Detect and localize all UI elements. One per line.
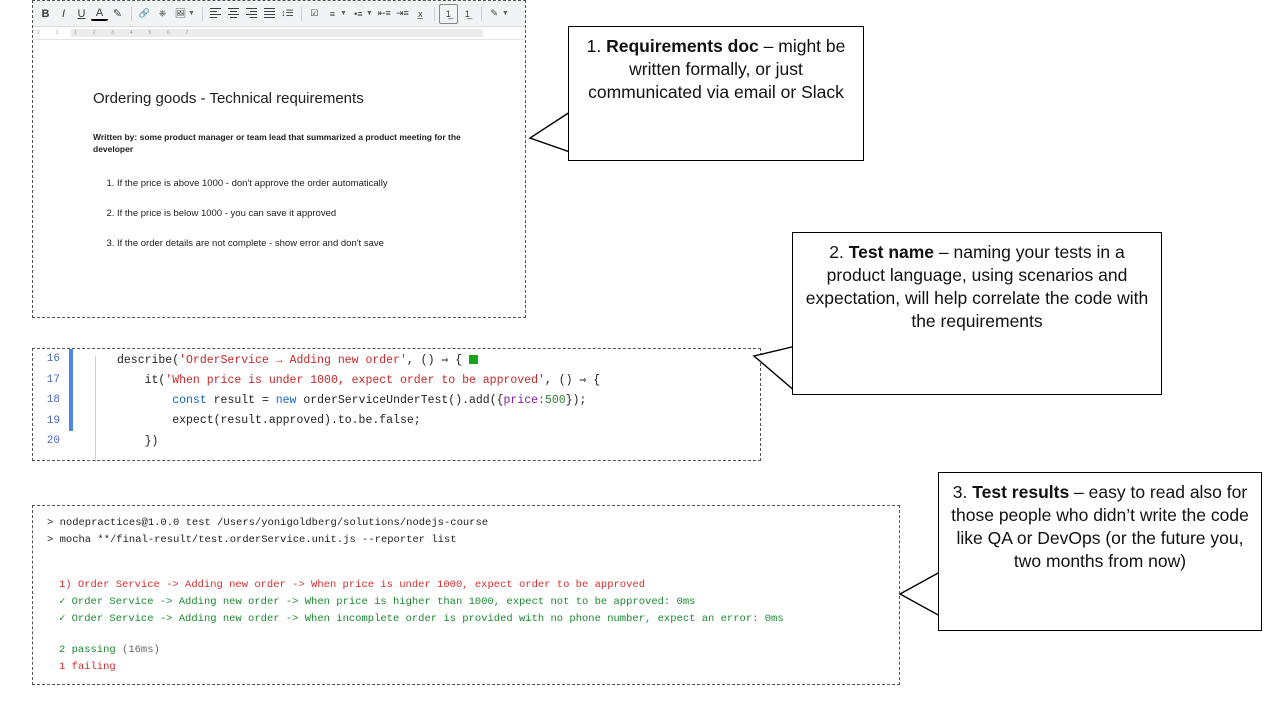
checklist-icon[interactable]: ☑ (310, 8, 319, 18)
line-number: 20 (46, 435, 60, 448)
bulleted-list-chevron-down-icon[interactable]: ▼ (365, 10, 373, 17)
terminal-spacer (47, 549, 885, 563)
text-style-1-icon[interactable]: 1̲ (439, 4, 458, 24)
terminal-summary-passing: 2 passing (16ms) (59, 644, 160, 656)
bulleted-list-icon[interactable]: •≡ (354, 8, 363, 19)
terminal-passing-test-1: ✓ Order Service -> Adding new order -> When price is higher than 1000, expect not to be approved: 0ms (59, 596, 696, 608)
align-right-icon[interactable] (243, 5, 260, 23)
terminal-spacer-2 (47, 563, 885, 577)
terminal-command-line-2: > mocha **/final-result/test.orderService.unit.js --reporter list (47, 534, 457, 546)
code-line-16 (33, 349, 760, 370)
change-marker (69, 411, 73, 432)
numbered-list-chevron-down-icon[interactable]: ▼ (339, 10, 347, 17)
text-style-2-icon[interactable]: 1̲ (464, 8, 470, 19)
terminal-command-line-1: > nodepractices@1.0.0 test /Users/yonigoldberg/solutions/nodejs-course (47, 517, 489, 529)
toolbar-divider-3 (301, 7, 302, 21)
callout-body: – might be written formally, or just communicated via email or Slack (588, 36, 846, 103)
code-editor-panel[interactable] (32, 348, 761, 461)
decrease-indent-icon[interactable]: ⇤≡ (377, 8, 391, 18)
align-left-icon[interactable] (207, 5, 224, 23)
italic-icon[interactable]: I (61, 7, 66, 20)
terminal-passing-test-2: ✓ Order Service -> Adding new order -> When incomplete order is provided with no phone number, expect an error: 0ms (59, 613, 784, 625)
test-status-indicator (469, 355, 478, 364)
code-line-text: it('When price is under 1000, expect order to be approved', () ⇒ { (144, 374, 601, 388)
insert-image-icon[interactable]: 🖼 (174, 8, 187, 18)
text-color-icon[interactable]: A (91, 6, 108, 21)
doc-requirements-list (93, 178, 465, 250)
doc-title: Ordering goods - Technical requirements (93, 90, 364, 107)
callout-test-results (938, 472, 1262, 631)
clear-formatting-icon[interactable]: x̲ (418, 8, 423, 19)
callout-title: Requirements doc (606, 36, 759, 56)
change-marker (69, 349, 73, 370)
line-number: 16 (46, 353, 60, 366)
terminal-failing-test: 1) Order Service -> Adding new order -> When price is under 1000, expect order to be approved (59, 579, 645, 591)
list-item: 2. If the price is below 1000 - you can save it approved (117, 208, 465, 219)
doc-toolbar[interactable] (33, 1, 525, 27)
callout-body: – naming your tests in a product language, using scenarios and expectation, will help correlate the code with the requirements (805, 242, 1149, 332)
toolbar-divider-5 (481, 7, 482, 21)
change-marker (69, 390, 73, 411)
doc-body[interactable] (33, 40, 525, 317)
line-spacing-icon[interactable]: ↕☰ (281, 8, 294, 18)
increase-indent-icon[interactable]: ⇥≡ (395, 8, 409, 18)
line-number: 19 (46, 414, 60, 427)
doc-subtitle: Written by: some product manager or team lead that summarized a product meeting for the developer (93, 132, 461, 155)
terminal-spacer-3 (47, 628, 885, 642)
terminal-output-panel[interactable] (32, 505, 900, 685)
code-line-20 (33, 431, 760, 452)
insert-link-icon[interactable]: 🔗 (138, 8, 151, 18)
list-item: 1. If the price is above 1000 - don't approve the order automatically (117, 178, 465, 189)
code-line-17 (33, 370, 760, 391)
editing-mode-chevron-down-icon[interactable]: ▼ (501, 10, 509, 17)
insert-image-chevron-down-icon[interactable]: ▼ (188, 10, 195, 17)
ruler-ticks: 2 1 1 2 3 4 5 6 7 (37, 30, 196, 36)
underline-icon[interactable]: U (77, 7, 86, 20)
align-justify-icon[interactable] (261, 5, 278, 23)
callout-1-tail (528, 108, 573, 158)
code-line-19 (33, 411, 760, 432)
callout-requirements-doc (568, 26, 864, 161)
numbered-list-icon[interactable]: ≡ (329, 8, 336, 19)
highlight-color-icon[interactable]: ✎ (112, 8, 123, 20)
callout-number: 3. (952, 482, 968, 502)
callout-number: 2. (829, 242, 844, 262)
toolbar-divider-2 (202, 7, 203, 21)
toolbar-divider-4 (434, 7, 435, 21)
code-line-text: }) (144, 434, 159, 448)
toolbar-divider (131, 7, 132, 21)
terminal-summary-failing: 1 failing (59, 661, 116, 673)
editing-mode-icon[interactable]: ✎ (490, 8, 499, 18)
code-line-text: expect(result.approved).to.be.false; (172, 414, 421, 428)
callout-title: Test results (972, 482, 1070, 502)
callout-body: – easy to read also for those people who didn’t write the code like QA or DevOps (or the future you, two months from now) (951, 482, 1249, 572)
change-marker (69, 370, 73, 391)
callout-test-name (792, 232, 1162, 395)
list-item: 3. If the order details are not complete - show error and don't save (117, 238, 465, 249)
code-line-18 (33, 390, 760, 411)
callout-title: Test name (848, 242, 935, 262)
code-line-text: describe('OrderService → Adding new order', () ⇒ { (117, 352, 478, 367)
doc-ruler[interactable] (33, 27, 525, 40)
bold-icon[interactable]: B (41, 7, 50, 20)
change-marker (69, 431, 73, 452)
code-line-text: const result = new orderServiceUnderTest().add({price:500}); (172, 393, 587, 407)
callout-number: 1. (586, 36, 602, 56)
insert-comment-icon[interactable]: ⎈ (158, 8, 167, 18)
align-center-icon[interactable] (225, 5, 242, 23)
line-number: 18 (46, 394, 60, 407)
line-number: 17 (46, 373, 60, 386)
